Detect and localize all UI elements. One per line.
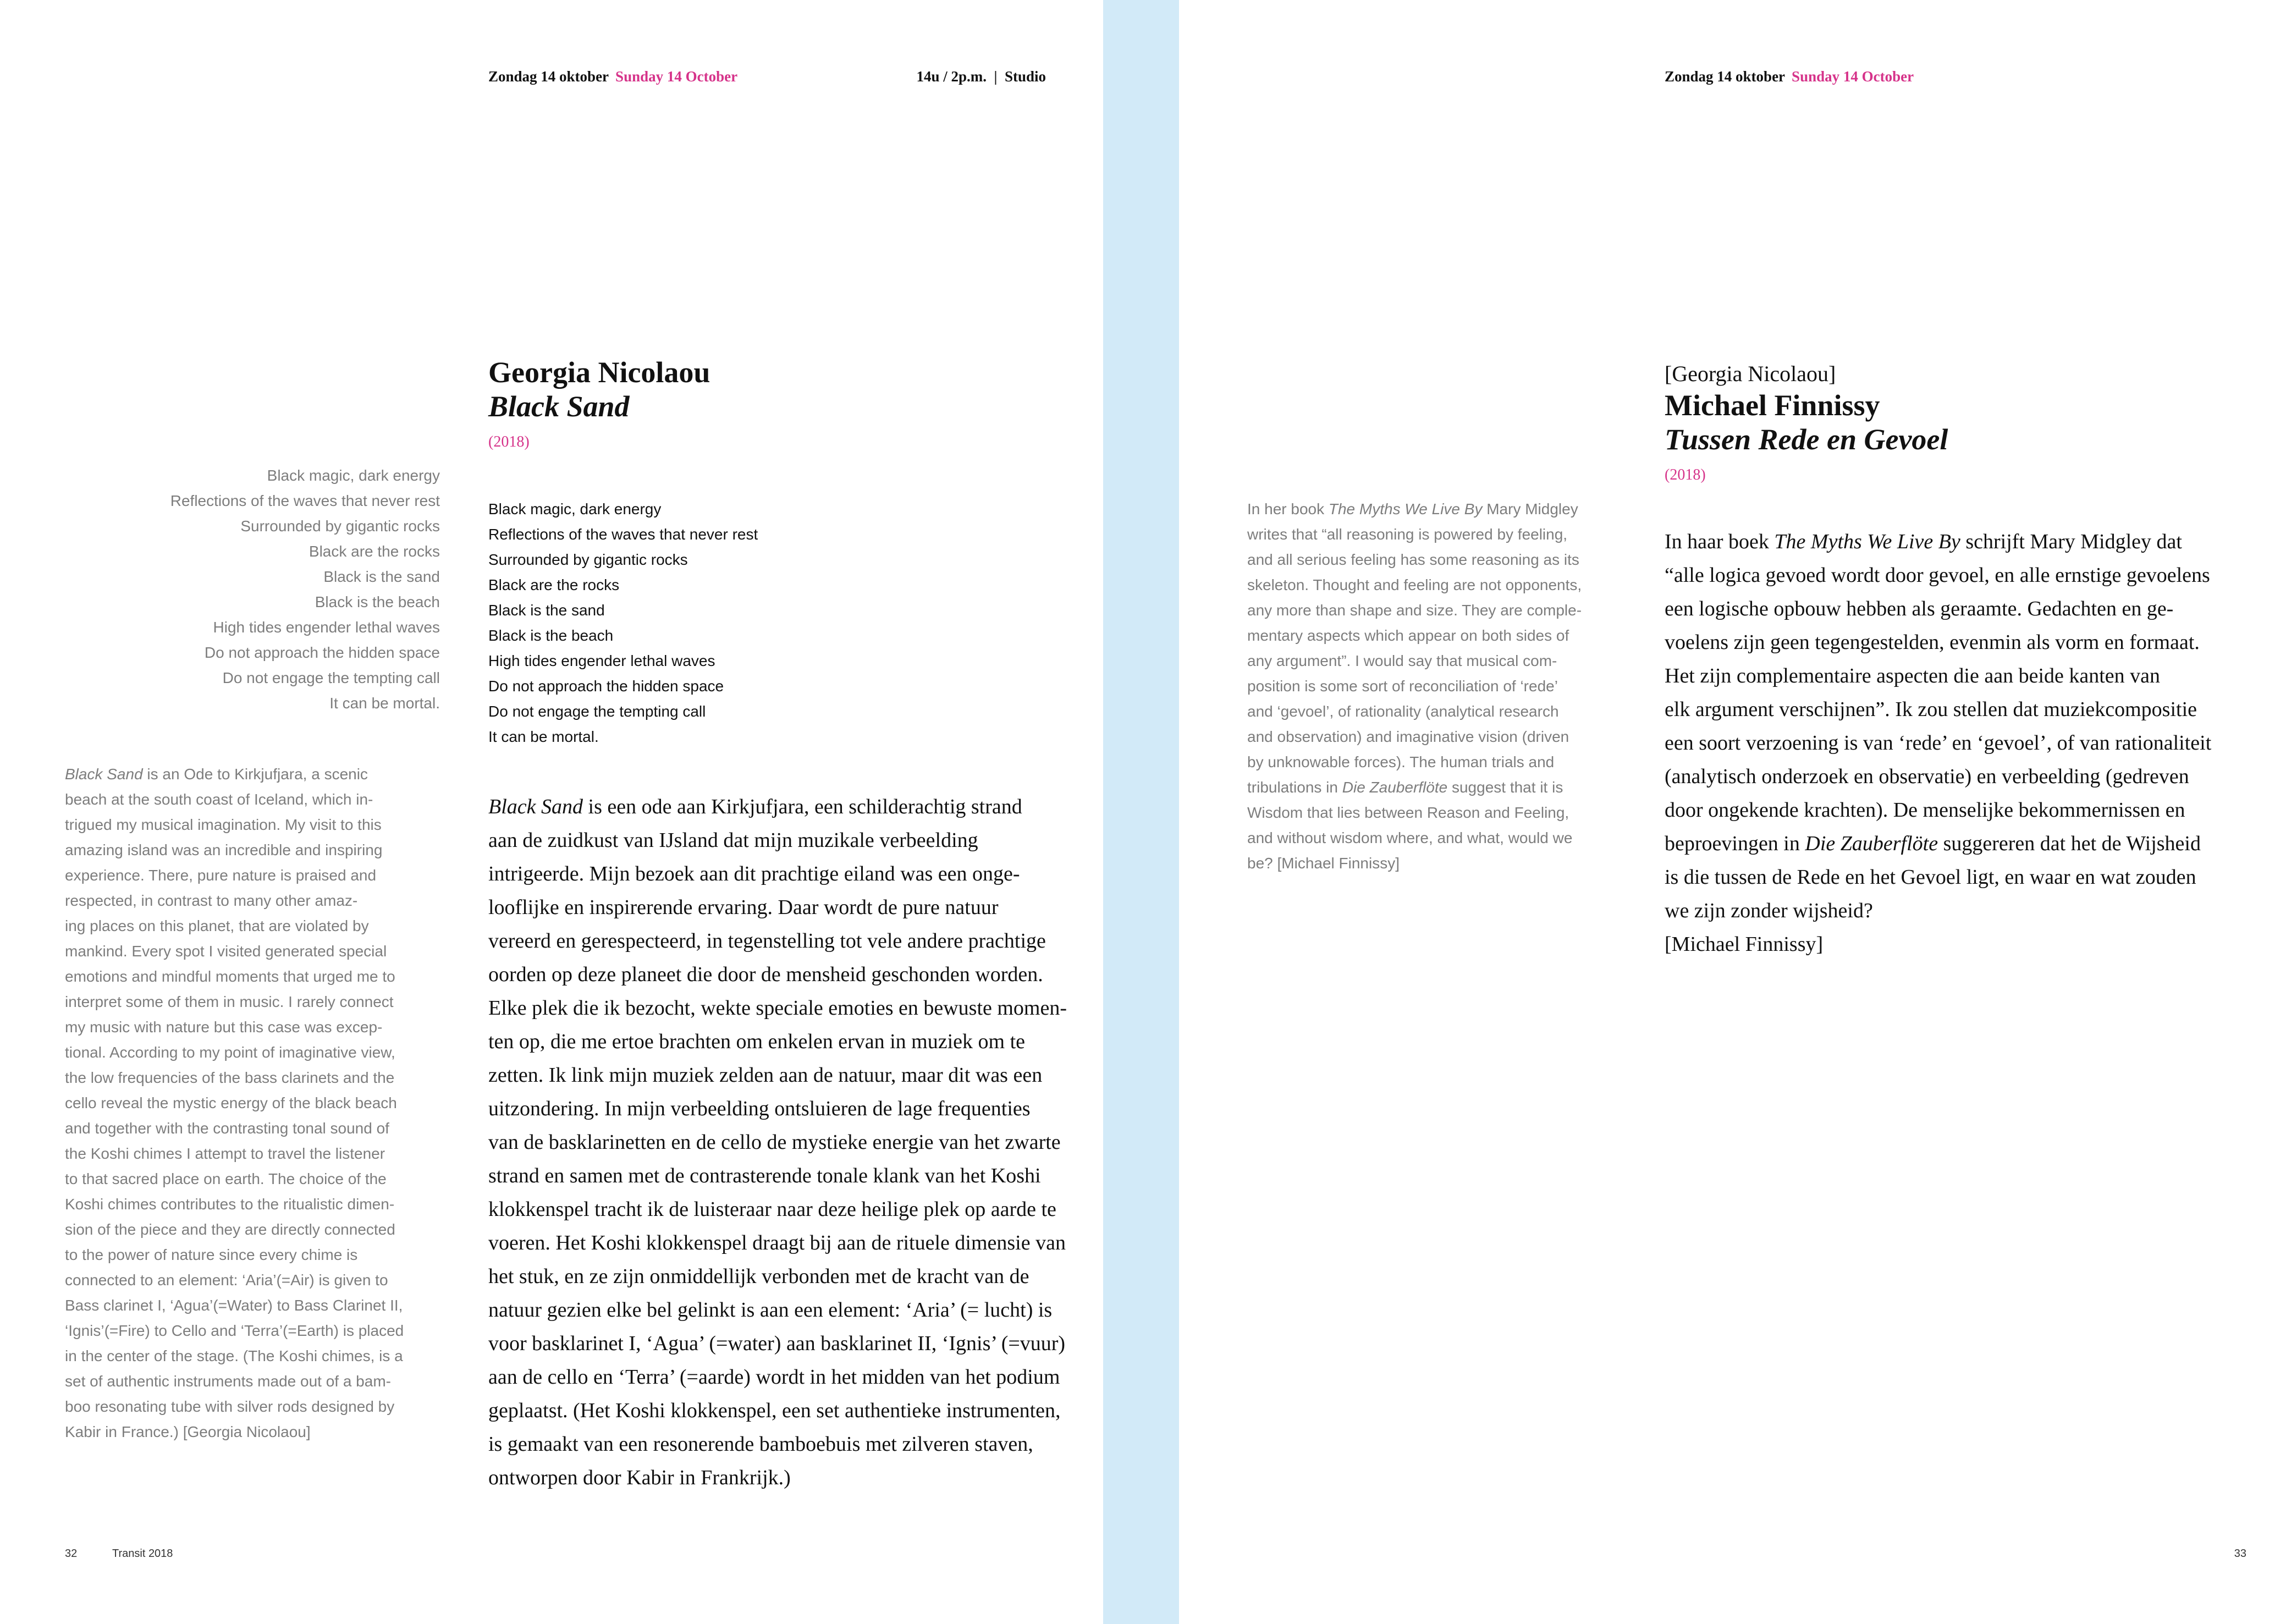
note-line — [1665, 928, 2231, 961]
poem-line: Surrounded by gigantic rocks — [488, 551, 688, 568]
text-run: mankind. Every spot I visited generated special — [65, 943, 387, 960]
poem-line: Surrounded by gigantic rocks — [240, 518, 440, 535]
poem-line: Black magic, dark energy — [267, 467, 440, 484]
italic-title: Die Zauberflöte — [1342, 779, 1448, 796]
related-composer: [Georgia Nicolaou] — [1665, 361, 1836, 386]
work-title: Tussen Rede en Gevoel — [1665, 423, 1948, 456]
poem-line: Do not engage the tempting call — [488, 703, 706, 720]
note-line — [65, 1419, 450, 1445]
text-run: by unknowable forces). The human trials and — [1247, 753, 1555, 770]
text-run: ten op, die me ertoe brachten om enkelen ervan in muziek om te — [488, 1030, 1026, 1053]
text-run: tional. According to my point of imaginative view, — [65, 1044, 395, 1061]
text-run: door ongekende krachten). De menselijke bekommernissen en — [1665, 799, 2185, 822]
text-run: and all serious feeling has some reasoning as its — [1247, 551, 1579, 568]
text-run: trigued my musical imagination. My visit to this — [65, 816, 382, 833]
note-line — [488, 1428, 1049, 1461]
text-run: boo resonating tube with silver rods designed by — [65, 1398, 395, 1415]
note-line — [65, 1268, 450, 1293]
note-line — [1665, 592, 2231, 626]
note-line — [1247, 572, 1632, 598]
text-run: strand en samen met de contrasterende tonale klank van het Koshi — [488, 1164, 1041, 1187]
text-run: sion of the piece and they are directly connected — [65, 1221, 395, 1238]
date-dutch: Zondag 14 oktober — [1665, 68, 1786, 85]
text-run: intrigeerde. Mijn bezoek aan dit prachtige eiland was een onge- — [488, 862, 1020, 885]
note-line — [1247, 724, 1632, 750]
note-line — [1247, 674, 1632, 699]
note-line — [65, 1394, 450, 1419]
note-line — [65, 863, 450, 888]
page-number: 32 — [65, 1548, 78, 1560]
italic-title: The Myths We Live By — [1328, 500, 1483, 518]
text-run: suggereren dat het de Wijsheid — [1938, 832, 2201, 855]
composer-name: Georgia Nicolaou — [488, 356, 710, 389]
text-run: ing places on this planet, that are violated by — [65, 917, 369, 934]
note-line — [488, 1025, 1049, 1059]
text-run: tribulations in — [1247, 779, 1342, 796]
note-line — [65, 1141, 450, 1166]
text-run: is een ode aan Kirkjufjara, een schilderachtig strand — [583, 795, 1022, 818]
text-run: van de basklarinetten en de cello de mystieke energie van het zwarte — [488, 1131, 1061, 1154]
note-line — [65, 1293, 450, 1318]
text-run: Elke plek die ik bezocht, wekte speciale emoties en bewuste momen- — [488, 997, 1067, 1020]
note-line — [65, 1344, 450, 1369]
text-run: klokkenspel tracht ik de luisteraar naar deze heilige plek op aarde te — [488, 1198, 1056, 1221]
note-line — [65, 812, 450, 838]
note-line — [488, 1260, 1049, 1293]
left-page — [0, 0, 1103, 1624]
note-line — [65, 939, 450, 964]
text-run: voor basklarinet I, ‘Agua’ (=water) aan basklarinet II, ‘Ignis’ (=vuur) — [488, 1332, 1066, 1355]
note-line — [65, 1065, 450, 1091]
note-line — [65, 1369, 450, 1394]
note-line — [65, 1091, 450, 1116]
text-run: In haar boek — [1665, 530, 1775, 553]
text-run: Bass clarinet I, ‘Agua’(=Water) to Bass Clarinet II, — [65, 1297, 403, 1314]
header-date — [488, 68, 737, 85]
text-run: any argument”. I would say that musical com- — [1247, 652, 1557, 669]
note-line — [1247, 699, 1632, 724]
note-line — [65, 913, 450, 939]
text-run: and observation) and imaginative vision (driven — [1247, 728, 1569, 745]
poem-line: It can be mortal. — [488, 728, 599, 745]
note-line — [65, 762, 450, 787]
italic-title: Black Sand — [488, 795, 583, 818]
note-line — [488, 1394, 1061, 1428]
text-run: voeren. Het Koshi klokkenspel draagt bij aan de rituele dimensie van — [488, 1231, 1066, 1254]
note-line — [1665, 861, 2231, 894]
text-run: and together with the contrasting tonal sound of — [65, 1120, 389, 1137]
note-line — [65, 1318, 450, 1344]
text-run: in the center of the stage. (The Koshi chimes, is a — [65, 1347, 403, 1364]
poem-line: Do not approach the hidden space — [204, 644, 440, 661]
program-note-dutch — [488, 790, 1067, 1495]
note-line — [488, 891, 1049, 924]
poem-line: Do not engage the tempting call — [222, 669, 440, 686]
text-run: Wisdom that lies between Reason and Feeling, — [1247, 804, 1569, 821]
note-line — [488, 992, 1067, 1025]
text-run: amazing island was an incredible and inspiring — [65, 841, 383, 858]
text-run: voelens zijn geen tegengestelden, evenmin als vorm en formaat. — [1665, 631, 2200, 654]
note-line — [65, 1166, 450, 1192]
poem-english-grey — [170, 463, 440, 716]
text-run: Kabir in France.) [Georgia Nicolaou] — [65, 1423, 311, 1440]
text-run: “alle logica gevoed wordt door gevoel, en alle ernstige gevoelens — [1665, 564, 2210, 587]
note-line — [1247, 623, 1632, 648]
text-run: position is some sort of reconciliation of ‘rede’ — [1247, 678, 1558, 695]
note-line — [65, 888, 450, 913]
note-line — [488, 1461, 1049, 1495]
text-run: and ‘gevoel’, of rationality (analytical research — [1247, 703, 1559, 720]
note-line — [65, 1217, 450, 1242]
note-line — [1665, 659, 2231, 693]
note-line — [1247, 497, 1632, 522]
poem-line: Black magic, dark energy — [488, 500, 662, 518]
text-run: aan de cello en ‘Terra’ (=aarde) wordt in het midden van het podium — [488, 1366, 1060, 1389]
note-line — [488, 1159, 1049, 1193]
text-run: we zijn zonder wijsheid? — [1665, 899, 1873, 922]
note-line — [65, 1015, 450, 1040]
poem-line: Black is the beach — [488, 627, 614, 644]
text-run: the low frequencies of the bass clarinets and the — [65, 1069, 395, 1086]
text-run: een logische opbouw hebben als geraamte. Gedachten en ge- — [1665, 597, 2174, 620]
work-year: (2018) — [1665, 466, 1706, 483]
note-line — [65, 838, 450, 863]
note-line — [1665, 693, 2231, 726]
note-line — [1665, 559, 2231, 592]
text-run: vereerd en gerespecteerd, in tegenstelling tot vele andere prachtige — [488, 929, 1046, 953]
note-line — [65, 1116, 450, 1141]
text-run: emotions and mindful moments that urged me to — [65, 968, 395, 985]
note-line — [1247, 775, 1632, 800]
text-run: [Michael Finnissy] — [1665, 933, 1824, 956]
text-run: schrijft Mary Midgley dat — [1960, 530, 2182, 553]
work-year: (2018) — [488, 433, 530, 450]
text-run: Mary Midgley — [1482, 500, 1578, 518]
note-line — [65, 1192, 450, 1217]
text-run: mentary aspects which appear on both sides of — [1247, 627, 1569, 644]
text-run: set of authentic instruments made out of a bam- — [65, 1373, 391, 1390]
composer-name: Michael Finnissy — [1665, 389, 1880, 422]
note-line — [1665, 760, 2231, 794]
note-line — [1247, 547, 1632, 572]
poem-line: Black are the rocks — [309, 543, 440, 560]
note-line — [488, 1226, 1066, 1260]
note-line — [488, 1193, 1056, 1226]
text-run: cello reveal the mystic energy of the black beach — [65, 1094, 397, 1111]
note-line — [488, 824, 1049, 857]
text-run: In her book — [1247, 500, 1329, 518]
program-note-dutch — [1665, 525, 2231, 961]
text-run: Koshi chimes contributes to the ritualistic dimen- — [65, 1196, 395, 1213]
note-line — [65, 989, 450, 1015]
italic-title: Black Sand — [65, 766, 143, 783]
text-run: to that sacred place on earth. The choice of the — [65, 1170, 387, 1187]
poem-line: Black are the rocks — [488, 576, 620, 593]
note-line — [1247, 851, 1632, 876]
text-run: skeleton. Thought and feeling are not opponents, — [1247, 576, 1582, 593]
note-line — [1665, 525, 2231, 559]
note-line — [488, 1327, 1066, 1361]
text-run: is gemaakt van een resonerende bamboebuis met zilveren staven, — [488, 1433, 1033, 1456]
text-run: Het zijn complementaire aspecten die aan beide kanten van — [1665, 664, 2161, 687]
text-run: experience. There, pure nature is praised and — [65, 867, 377, 884]
note-line — [1247, 522, 1632, 547]
note-line — [488, 1293, 1053, 1327]
text-run: aan de zuidkust van IJsland dat mijn muzikale verbeelding — [488, 829, 978, 852]
note-line — [1665, 827, 2231, 861]
note-line — [65, 964, 450, 989]
note-line — [65, 1242, 450, 1268]
text-run: be? [Michael Finnissy] — [1247, 855, 1400, 872]
date-english: Sunday 14 October — [1792, 68, 1914, 85]
text-run: het stuk, en ze zijn onmiddellijk verbonden met de kracht van de — [488, 1265, 1029, 1288]
text-run: is an Ode to Kirkjufjara, a scenic — [142, 766, 368, 783]
text-run: connected to an element: ‘Aria’(=Air) is given to — [65, 1271, 388, 1289]
text-run: uitzondering. In mijn verbeelding ontsluieren de lage frequenties — [488, 1097, 1031, 1120]
poem-line: High tides engender lethal waves — [213, 619, 440, 636]
text-run: and without wisdom where, and what, would we — [1247, 829, 1573, 846]
text-run: writes that “all reasoning is powered by feeling, — [1247, 526, 1568, 543]
header-date — [1665, 68, 1914, 85]
text-run: beach at the south coast of Iceland, which in- — [65, 791, 373, 808]
poem-line: High tides engender lethal waves — [488, 652, 715, 669]
text-run: (analytisch onderzoek en observatie) en verbeelding (gedreven — [1665, 765, 2189, 788]
note-line — [488, 958, 1049, 992]
text-run: the Koshi chimes I attempt to travel the listener — [65, 1145, 385, 1162]
program-note-english — [65, 762, 450, 1445]
poem-english — [488, 497, 758, 750]
program-note-english — [1247, 497, 1632, 876]
publication-name: Transit 2018 — [112, 1548, 173, 1560]
note-line — [488, 1126, 1061, 1159]
center-gutter-band — [1103, 0, 1179, 1624]
poem-line: Black is the sand — [323, 568, 440, 585]
page-number: 33 — [2234, 1548, 2246, 1560]
note-line — [1247, 648, 1632, 674]
title-block — [488, 355, 710, 451]
poem-line: Reflections of the waves that never rest — [170, 492, 440, 509]
note-line — [1665, 626, 2231, 659]
title-block — [1665, 360, 1948, 484]
note-line — [1247, 825, 1632, 851]
text-run: oorden op deze planeet die door de mensheid geschonden worden. — [488, 963, 1043, 986]
note-line — [65, 1040, 450, 1065]
note-line — [488, 1059, 1049, 1092]
poem-line: Black is the beach — [315, 593, 440, 610]
text-run: to the power of nature since every chime is — [65, 1246, 358, 1263]
text-run: natuur gezien elke bel gelinkt is aan een element: ‘Aria’ (= lucht) is — [488, 1298, 1053, 1322]
note-line — [488, 924, 1049, 958]
poem-line: It can be mortal. — [329, 695, 440, 712]
note-line — [1247, 750, 1632, 775]
note-line — [65, 787, 450, 812]
note-line — [488, 790, 1049, 824]
note-line — [488, 857, 1049, 891]
text-run: zetten. Ik link mijn muziek zelden aan de natuur, maar dit was een — [488, 1064, 1043, 1087]
poem-line: Black is the sand — [488, 602, 605, 619]
header-time-venue: 14u / 2p.m. | Studio — [916, 68, 1046, 85]
date-english: Sunday 14 October — [615, 68, 738, 85]
date-dutch: Zondag 14 oktober — [488, 68, 609, 85]
text-run: respected, in contrast to many other amaz- — [65, 892, 358, 909]
text-run: een soort verzoening is van ‘rede’ en ‘gevoel’, of van rationaliteit — [1665, 731, 2212, 755]
text-run: looflijke en inspirerende ervaring. Daar wordt de pure natuur — [488, 896, 999, 919]
poem-line: Do not approach the hidden space — [488, 678, 724, 695]
text-run: suggest that it is — [1447, 779, 1563, 796]
note-line — [1665, 794, 2231, 827]
text-run: beproevingen in — [1665, 832, 1805, 855]
right-page — [1179, 0, 2286, 1624]
text-run: ontworpen door Kabir in Frankrijk.) — [488, 1466, 791, 1489]
text-run: any more than shape and size. They are comple- — [1247, 602, 1582, 619]
text-run: geplaatst. (Het Koshi klokkenspel, een set authentieke instrumenten, — [488, 1399, 1061, 1422]
text-run: ‘Ignis’(=Fire) to Cello and ‘Terra’(=Earth) is placed — [65, 1322, 404, 1339]
note-line — [1247, 800, 1632, 825]
text-run: my music with nature but this case was excep- — [65, 1019, 383, 1036]
note-line — [1247, 598, 1632, 623]
poem-line: Reflections of the waves that never rest — [488, 526, 758, 543]
italic-title: The Myths We Live By — [1774, 530, 1960, 553]
text-run: elk argument verschijnen”. Ik zou stellen dat muziekcompositie — [1665, 698, 2197, 721]
note-line — [488, 1092, 1049, 1126]
note-line — [488, 1361, 1060, 1394]
note-line — [1665, 894, 2231, 928]
italic-title: Die Zauberflöte — [1805, 832, 1938, 855]
text-run: is die tussen de Rede en het Gevoel ligt, en waar en wat zouden — [1665, 866, 2196, 889]
work-title: Black Sand — [488, 390, 630, 423]
note-line — [1665, 726, 2231, 760]
text-run: interpret some of them in music. I rarely connect — [65, 993, 394, 1010]
